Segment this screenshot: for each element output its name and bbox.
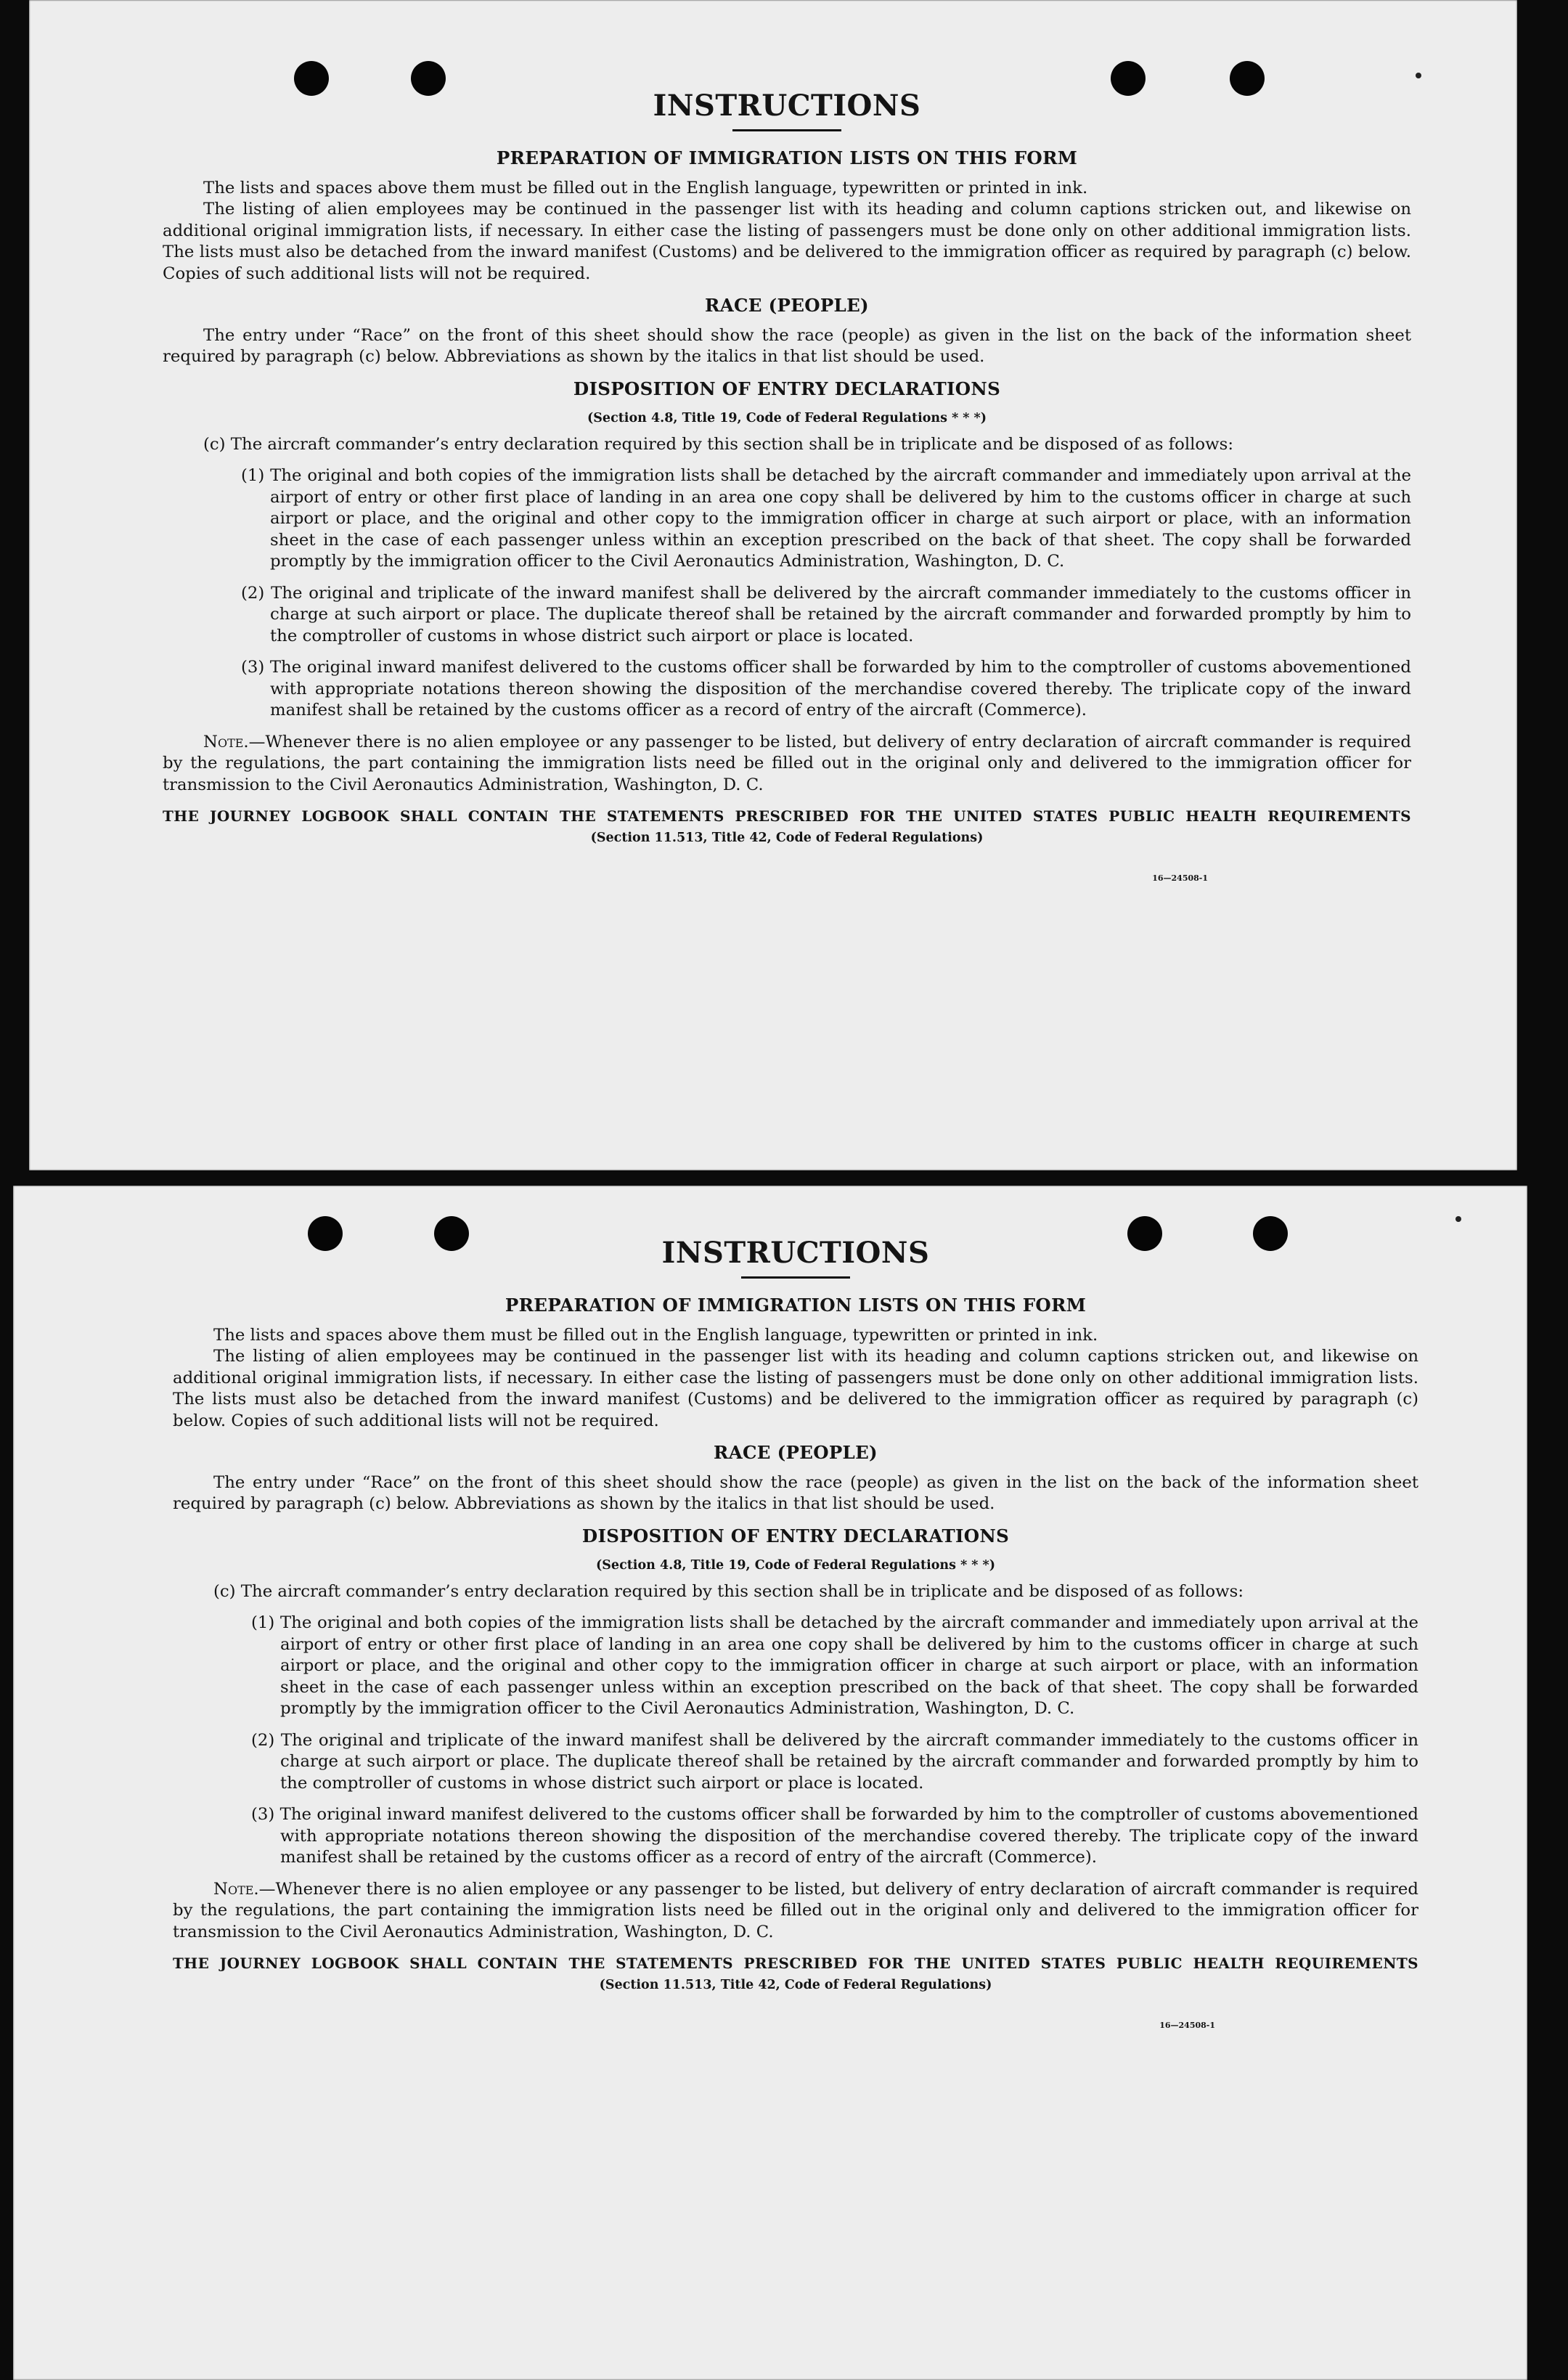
- logbook-statement: THE JOURNEY LOGBOOK SHALL CONTAIN THE STATEMENTS PRESCRIBED FOR THE UNITED STATES PUBLIC HEALTH REQUIREMENTS: [173, 1955, 1418, 1972]
- disposition-citation: (Section 4.8, Title 19, Code of Federal Regulations * * *): [596, 1558, 995, 1573]
- paragraph-race: The entry under “Race” on the front of this sheet should show the race (people) as given in the list on the back of the information sheet required by paragraph (c) below. Abbreviations as shown by the italics in that list should be used.: [163, 325, 1411, 366]
- section-heading-preparation: PREPARATION OF IMMIGRATION LISTS ON THIS FORM: [496, 147, 1078, 168]
- logbook-citation: (Section 11.513, Title 42, Code of Federal Regulations): [599, 1977, 992, 1992]
- disposition-citation: (Section 4.8, Title 19, Code of Federal Regulations * * *): [587, 411, 987, 425]
- form-number: 16—24508-1: [1159, 2021, 1215, 2030]
- list-item-2: (2) The original and triplicate of the inward manifest shall be delivered by the aircraft commander immediately to the customs officer in charge at such airport or place. The duplicate thereof shall be retained by the aircraft commander and forwarded promptly by him to the comptroller of customs in whose district such airport or place is located.: [241, 583, 1411, 645]
- speck-mark: [1416, 73, 1421, 78]
- paragraph-prep-2: The listing of alien employees may be continued in the passenger list with its heading and column captions stricken out, and likewise on additional original immigration lists, if necessary. In either case the listing of passengers must be done only on other additional immigration lists. The lists must also be detached from the inward manifest (Customs) and be delivered to the immigration officer as required by paragraph (c) below. Copies of such additional lists will not be required.: [163, 200, 1411, 283]
- section-heading-race: RACE (PEOPLE): [705, 295, 869, 316]
- paragraph-prep-1: The lists and spaces above them must be filled out in the English language, typewritten or printed in ink.: [213, 1325, 1098, 1345]
- list-item-3: (3) The original inward manifest delivered to the customs officer shall be forwarded by him to the comptroller of customs abovementioned with appropriate notations thereon showing the disposition of the merchandise covered thereby. The triplicate copy of the inward manifest shall be retained by the customs officer as a record of entry of the aircraft (Commerce).: [241, 658, 1411, 720]
- title-rule: [741, 1276, 850, 1279]
- list-item-1: (1) The original and both copies of the immigration lists shall be detached by the aircraft commander and immediately upon arrival at the airport of entry or other first place of landing in an area one copy shall be delivered by him to the customs officer in charge at such airport or place, and the original and other copy to the immigration officer in charge at such airport or place, with an information sheet in the case of each passenger unless within an exception prescribed on the back of that sheet. The copy shall be forwarded promptly by the immigration officer to the Civil Aeronautics Administration, Washington, D. C.: [251, 1613, 1418, 1718]
- instructions-content: [163, 89, 1411, 889]
- document-sheet-2: [13, 1186, 1527, 2380]
- logbook-statement: THE JOURNEY LOGBOOK SHALL CONTAIN THE STATEMENTS PRESCRIBED FOR THE UNITED STATES PUBLIC HEALTH REQUIREMENTS: [163, 807, 1411, 825]
- list-item-3: (3) The original inward manifest delivered to the customs officer shall be forwarded by him to the comptroller of customs abovementioned with appropriate notations thereon showing the disposition of the merchandise covered thereby. The triplicate copy of the inward manifest shall be retained by the customs officer as a record of entry of the aircraft (Commerce).: [251, 1805, 1418, 1867]
- note-paragraph: [173, 1879, 1418, 1944]
- page-title: INSTRUCTIONS: [661, 1236, 930, 1270]
- paragraph-prep-2: The listing of alien employees may be continued in the passenger list with its heading and column captions stricken out, and likewise on additional original immigration lists, if necessary. In either case the listing of passengers must be done only on other additional immigration lists. The lists must also be detached from the inward manifest (Customs) and be delivered to the immigration officer as required by paragraph (c) below. Copies of such additional lists will not be required.: [173, 1347, 1418, 1430]
- list-item-1: (1) The original and both copies of the immigration lists shall be detached by the aircraft commander and immediately upon arrival at the airport of entry or other first place of landing in an area one copy shall be delivered by him to the customs officer in charge at such airport or place, and the original and other copy to the immigration officer in charge at such airport or place, with an information sheet in the case of each passenger unless within an exception prescribed on the back of that sheet. The copy shall be forwarded promptly by the immigration officer to the Civil Aeronautics Administration, Washington, D. C.: [241, 466, 1411, 571]
- document-sheet-1: [29, 0, 1517, 1170]
- note-text: —Whenever there is no alien employee or any passenger to be listed, but delivery of entry declaration of aircraft commander is required by the regulations, the part containing the immigration lists need be filled out in the original only and delivered to the immigration officer for transmission to the Civil Aeronautics Administration, Washington, D. C.: [173, 1879, 1418, 1941]
- section-heading-disposition: DISPOSITION OF ENTRY DECLARATIONS: [581, 1525, 1010, 1546]
- section-heading-race: RACE (PEOPLE): [714, 1442, 878, 1463]
- section-heading-preparation: PREPARATION OF IMMIGRATION LISTS ON THIS FORM: [505, 1295, 1087, 1316]
- paragraph-prep-1: The lists and spaces above them must be filled out in the English language, typewritten or printed in ink.: [203, 178, 1088, 197]
- form-number: 16—24508-1: [1152, 873, 1208, 883]
- note-paragraph: [163, 732, 1411, 796]
- logbook-citation: (Section 11.513, Title 42, Code of Federal Regulations): [590, 830, 984, 845]
- paragraph-race: The entry under “Race” on the front of this sheet should show the race (people) as given in the list on the back of the information sheet required by paragraph (c) below. Abbreviations as shown by the italics in that list should be used.: [173, 1472, 1418, 1513]
- note-lead: Note.: [203, 732, 249, 751]
- note-lead: Note.: [213, 1879, 259, 1899]
- page-title: INSTRUCTIONS: [653, 89, 921, 123]
- paragraph-c: (c) The aircraft commander’s entry declaration required by this section shall be in triplicate and be disposed of as follows:: [213, 1581, 1244, 1601]
- section-heading-disposition: DISPOSITION OF ENTRY DECLARATIONS: [573, 378, 1001, 399]
- speck-mark: [1455, 1216, 1461, 1222]
- list-item-2: (2) The original and triplicate of the inward manifest shall be delivered by the aircraft commander immediately to the customs officer in charge at such airport or place. The duplicate thereof shall be retained by the aircraft commander and forwarded promptly by him to the comptroller of customs in whose district such airport or place is located.: [251, 1730, 1418, 1793]
- paragraph-c: (c) The aircraft commander’s entry declaration required by this section shall be in triplicate and be disposed of as follows:: [203, 434, 1234, 454]
- title-rule: [732, 129, 841, 131]
- note-text: —Whenever there is no alien employee or any passenger to be listed, but delivery of entry declaration of aircraft commander is required by the regulations, the part containing the immigration lists need be filled out in the original only and delivered to the immigration officer for transmission to the Civil Aeronautics Administration, Washington, D. C.: [163, 732, 1411, 794]
- instructions-content: [173, 1236, 1418, 2037]
